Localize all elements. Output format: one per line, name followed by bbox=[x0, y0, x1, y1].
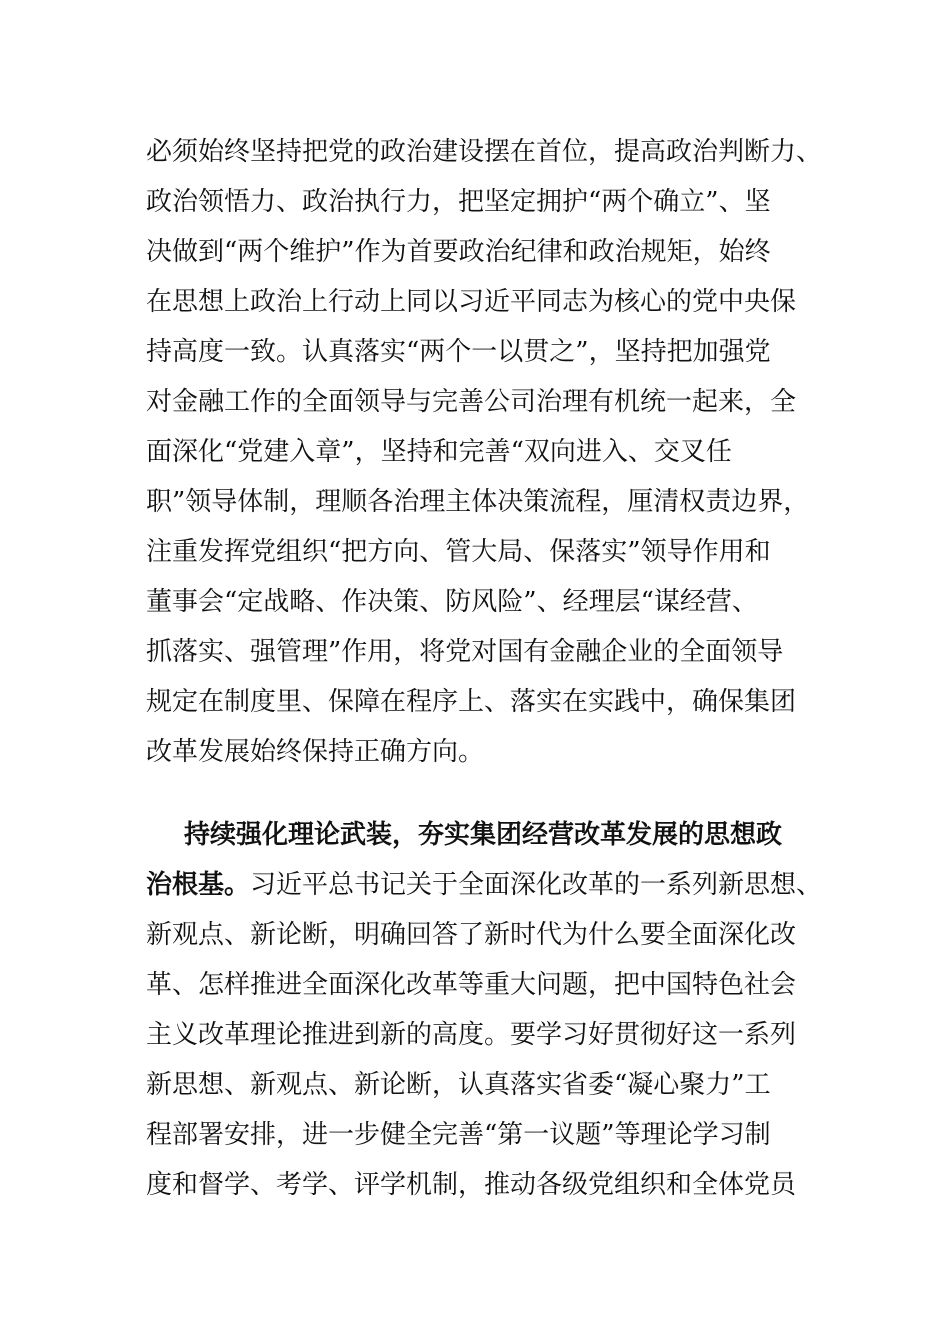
text-line bbox=[146, 860, 823, 910]
text-line: 政治领悟力、政治执行力，把坚定拥护“两个确立”、坚 bbox=[146, 187, 771, 217]
text-line: 董事会“定战略、作决策、防风险”、经理层“谋经营、 bbox=[146, 587, 758, 617]
text-line: 新思想、新观点、新论断，认真落实省委“凝心聚力”工 bbox=[146, 1070, 771, 1100]
text-line: 面深化“党建入章”，坚持和完善“双向进入、交叉任 bbox=[146, 437, 732, 467]
text-line: 持高度一致。认真落实“两个一以贯之”，坚持把加强党 bbox=[146, 337, 771, 367]
text-line: 抓落实、强管理”作用，将党对国有金融企业的全面领导 bbox=[146, 637, 784, 667]
text-line: 必须始终坚持把党的政治建设摆在首位，提高政治判断力、 bbox=[146, 137, 823, 167]
text-line: 决做到“两个维护”作为首要政治纪律和政治规矩，始终 bbox=[146, 237, 771, 267]
text-line: 在思想上政治上行动上同以习近平同志为核心的党中央保 bbox=[146, 287, 797, 317]
paragraph-theory-armament bbox=[146, 810, 823, 1210]
text-line: 度和督学、考学、评学机制，推动各级党组织和全体党员 bbox=[146, 1170, 797, 1200]
text-line: 职”领导体制，理顺各治理主体决策流程，厘清权责边界， bbox=[146, 487, 810, 517]
text-line: 新观点、新论断，明确回答了新时代为什么要全面深化改 bbox=[146, 920, 797, 950]
text-line-rest: 习近平总书记关于全面深化改革的一系列新思想、 bbox=[250, 870, 823, 900]
text-line: 程部署安排，进一步健全完善“第一议题”等理论学习制 bbox=[146, 1120, 771, 1150]
text-line: 主义改革理论推进到新的高度。要学习好贯彻好这一系列 bbox=[146, 1020, 797, 1050]
text-line: 革、怎样推进全面深化改革等重大问题，把中国特色社会 bbox=[146, 970, 797, 1000]
paragraph-party-leadership bbox=[146, 127, 823, 777]
text-line: 注重发挥党组织“把方向、管大局、保落实”领导作用和 bbox=[146, 537, 771, 567]
text-line: 规定在制度里、保障在程序上、落实在实践中，确保集团 bbox=[146, 687, 797, 717]
text-line: 对金融工作的全面领导与完善公司治理有机统一起来，全 bbox=[146, 387, 797, 417]
text-line: 改革发展始终保持正确方向。 bbox=[146, 737, 485, 767]
paragraph-heading: 持续强化理论武装，夯实集团经营改革发展的思想政 bbox=[184, 820, 783, 850]
paragraph-heading-end: 治根基。 bbox=[146, 870, 251, 900]
